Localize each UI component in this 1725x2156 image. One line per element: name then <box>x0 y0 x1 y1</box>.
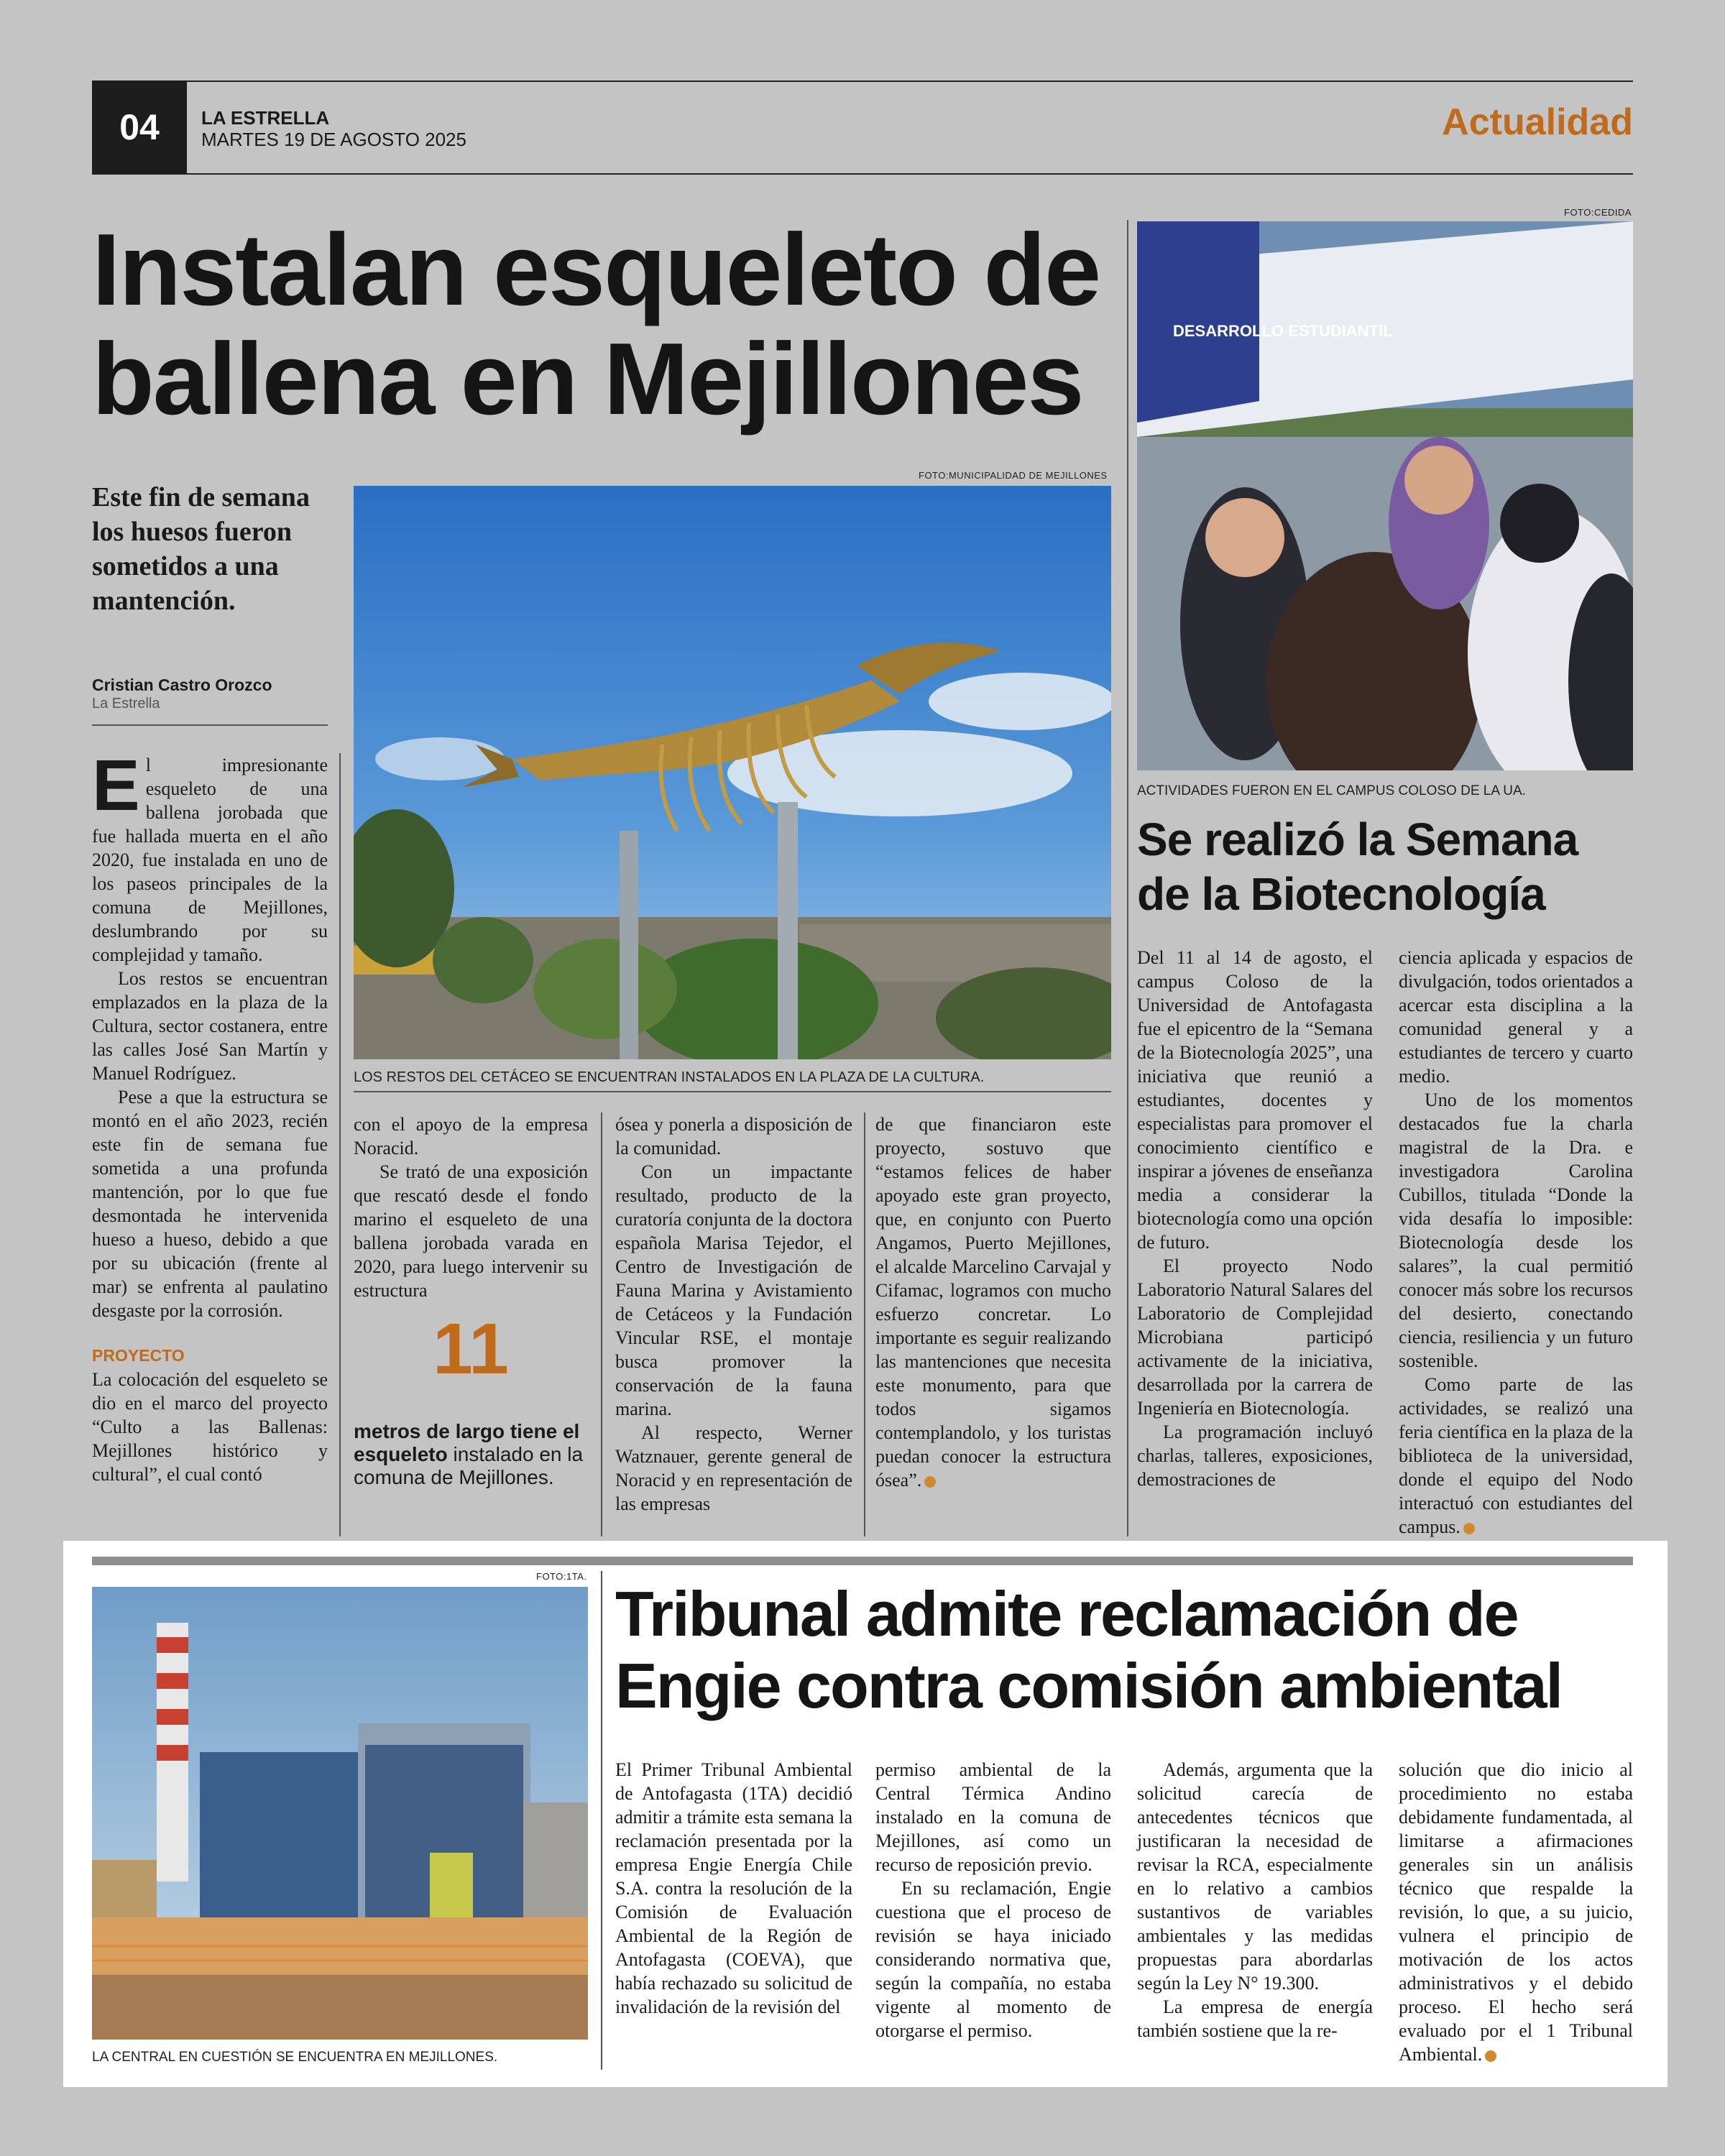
side-photo-credit: FOTO:CEDIDA <box>1564 207 1632 218</box>
side-column-2: ciencia aplicada y espacios de divulgación, todos orientados a acercar esta disciplina a la comunidad general y a estudiantes de tercero y cuarto medio. Uno de los momentos destacados fue la charla magistral de la Dra. e investigadora Carolina Cubillos, titulada “Donde la vida desafía lo imposible: Biotecnología desde los salares”, la cual permitió conocer más sobre los recursos del desierto, conectando ciencia, resiliencia y un futuro sostenible. Como parte de las actividades, se realizó una feria científica en la plaza de la biblioteca de la universidad, donde el equipo del Nodo interactuó con estudiantes del campus. <box>1399 947 1633 1537</box>
column-rule <box>601 1571 602 2070</box>
stat-description: metros de largo tiene el esqueleto instalado en la comuna de Mejillones. <box>354 1420 584 1488</box>
bottom-photo-caption: LA CENTRAL EN CUESTIÓN SE ENCUENTRA EN MEJILLONES. <box>92 2050 498 2065</box>
bottom-headline: Tribunal admite reclamación de Engie contra comisión ambiental <box>615 1578 1562 1721</box>
header-bottom-rule <box>92 173 1633 175</box>
author-name: Cristian Castro Orozco <box>92 676 272 694</box>
end-mark-icon <box>1463 1523 1475 1534</box>
main-column-2: con el apoyo de la empresa Noracid. Se trató de una exposición que rescató desde el fondo marino el esqueleto de una ballena jorobada varada en 2020, para luego intervenir su estructura <box>354 1114 588 1301</box>
main-column-1: El impresionante esqueleto de una ballena jorobada que fue hallada muerta en el año 2020, fue instalada en uno de los paseos principales de la comuna de Mejillones, deslumbrando por su complejidad y tamaño. Los restos se encuentran emplazados en la plaza de la Cultura, sector costanera, entre las calles José San Martín y Manuel Rodríguez. Pese a que la estructura se montó en el año 2023, recién este fin de semana fue sometida a una profunda mantención, por lo que fue desmontada he intervenida hueso a hueso, debido a que por su ubicación (frente al mar) se enfrenta al paulatino desgaste por la corrosión. PROYECTO La colocación del esqueleto se dio en el marco del proyecto “Culto a las Ballenas: Mejillones histórico y cultural”, el cual contó <box>92 745 328 1485</box>
main-photo-caption: LOS RESTOS DEL CETÁCEO SE ENCUENTRAN INSTALADOS EN LA PLAZA DE LA CULTURA. <box>354 1069 985 1085</box>
main-column-4: de que financiaron este proyecto, sostuvo que “estamos felices de haber apoyado este gran proyecto, que, en conjunto con Puerto Angamos, Puerto Mejillones, el alcalde Marcelino Carvajal y Cifamac, logramos con mucho esfuerzo concretar. Lo importante es seguir realizando las mantenciones que necesita este monumento, para que todos sigamos contemplandolo, y los turistas puedan conocer la estructura ósea”. <box>875 1114 1111 1491</box>
main-deck: Este fin de semana los huesos fueron sometidos a una mantención. <box>92 482 310 616</box>
column-rule <box>339 753 341 1537</box>
section-title: Actualidad <box>1442 101 1633 143</box>
column-rule <box>601 1112 602 1537</box>
end-mark-icon <box>924 1476 936 1488</box>
bottom-column-1: El Primer Tribunal Ambiental de Antofagasta (1TA) decidió admitir a trámite esta semana la reclamación presentada por la empresa Engie Energía Chile S.A. contra la resolución de la Comisión de Evaluación Ambiental de la Región de Antofagasta (COEVA), que había rechazado su solicitud de invalidación de la revisión del <box>615 1759 852 2017</box>
author-divider <box>92 724 328 726</box>
paper-name: LA ESTRELLA <box>201 107 330 129</box>
stat-number: 11 <box>433 1309 509 1389</box>
side-photo-caption: ACTIVIDADES FUERON EN EL CAMPUS COLOSO DE LA UA. <box>1137 783 1526 798</box>
author-org: La Estrella <box>92 696 160 711</box>
bottom-photo-credit: FOTO:1TA. <box>536 1571 587 1582</box>
students-event-photo <box>1137 221 1633 770</box>
side-headline: Se realizó la Semana de la Biotecnología <box>1137 814 1578 920</box>
story-divider-rule <box>1127 220 1128 1537</box>
bottom-story-top-bar <box>92 1557 1633 1565</box>
main-photo-credit: FOTO:MUNICIPALIDAD DE MEJILLONES <box>919 470 1108 481</box>
paper-date: MARTES 19 DE AGOSTO 2025 <box>201 129 466 150</box>
bottom-column-2: permiso ambiental de la Central Térmica Andino instalado en la comuna de Mejillones, así como un recurso de reposición previo. En su reclamación, Engie cuestiona que el proceso de revisión se haya iniciado considerando normativa que, según la compañía, no estaba vigente al momento de otorgarse el permiso. <box>875 1759 1111 2041</box>
drop-cap: E <box>92 745 140 826</box>
page-number: 04 <box>92 80 187 174</box>
caption-divider <box>354 1091 1111 1092</box>
power-plant-photo <box>92 1587 588 2040</box>
end-mark-icon <box>1485 2050 1496 2062</box>
subhead-proyecto: PROYECTO <box>92 1346 185 1365</box>
bottom-column-3: Además, argumenta que la solicitud carecía de antecedentes técnicos que justificaran la necesidad de revisar la RCA, especialmente en lo relativo a cambios sustantivos de variables ambientales y las medidas propuestas para abordarlas según la Ley N° 19.300. La empresa de energía también sostiene que la re- <box>1137 1759 1373 2041</box>
column-rule <box>864 1112 865 1537</box>
side-column-1: Del 11 al 14 de agosto, el campus Coloso de la Universidad de Antofagasta fue el epicentro de la “Semana de la Biotecnología 2025”, una iniciativa que reunió a estudiantes, docentes y especialistas para promover el conocimiento científico e inspirar a jóvenes de enseñanza media a considerar la biotecnología como una opción de futuro. El proyecto Nodo Laboratorio Natural Salares del Laboratorio de Complejidad Microbiana participó activamente de la iniciativa, desarrollada por la carrera de Ingeniería en Biotecnología. La programación incluyó charlas, talleres, exposiciones, demostraciones de <box>1137 947 1373 1490</box>
main-headline: Instalan esqueleto de ballena en Mejillones <box>92 213 1100 436</box>
whale-skeleton-photo <box>354 486 1111 1059</box>
bottom-column-4: solución que dio inicio al procedimiento no estaba debidamente fundamentada, al limitarse a afirmaciones generales sin un análisis técnico que respalde la revisión, lo que, a su juicio, vulnera el principio de motivación de los actos administrativos y el debido proceso. El hecho será evaluado por el 1 Tribunal Ambiental. <box>1399 1759 1633 2065</box>
header-top-rule <box>92 80 1633 82</box>
tent-banner-text: DESARROLLO ESTUDIANTIL <box>1173 322 1393 340</box>
main-column-3: ósea y ponerla a disposición de la comunidad. Con un impactante resultado, producto de la curatoría conjunta de la doctora española Marisa Tejedor, el Centro de Investigación de Fauna Marina y Avistamiento de Cetáceos y la Fundación Vincular RSE, el montaje busca promover la conservación de la fauna marina. Al respecto, Werner Watznauer, gerente general de Noracid y en representación de las empresas <box>615 1114 852 1514</box>
